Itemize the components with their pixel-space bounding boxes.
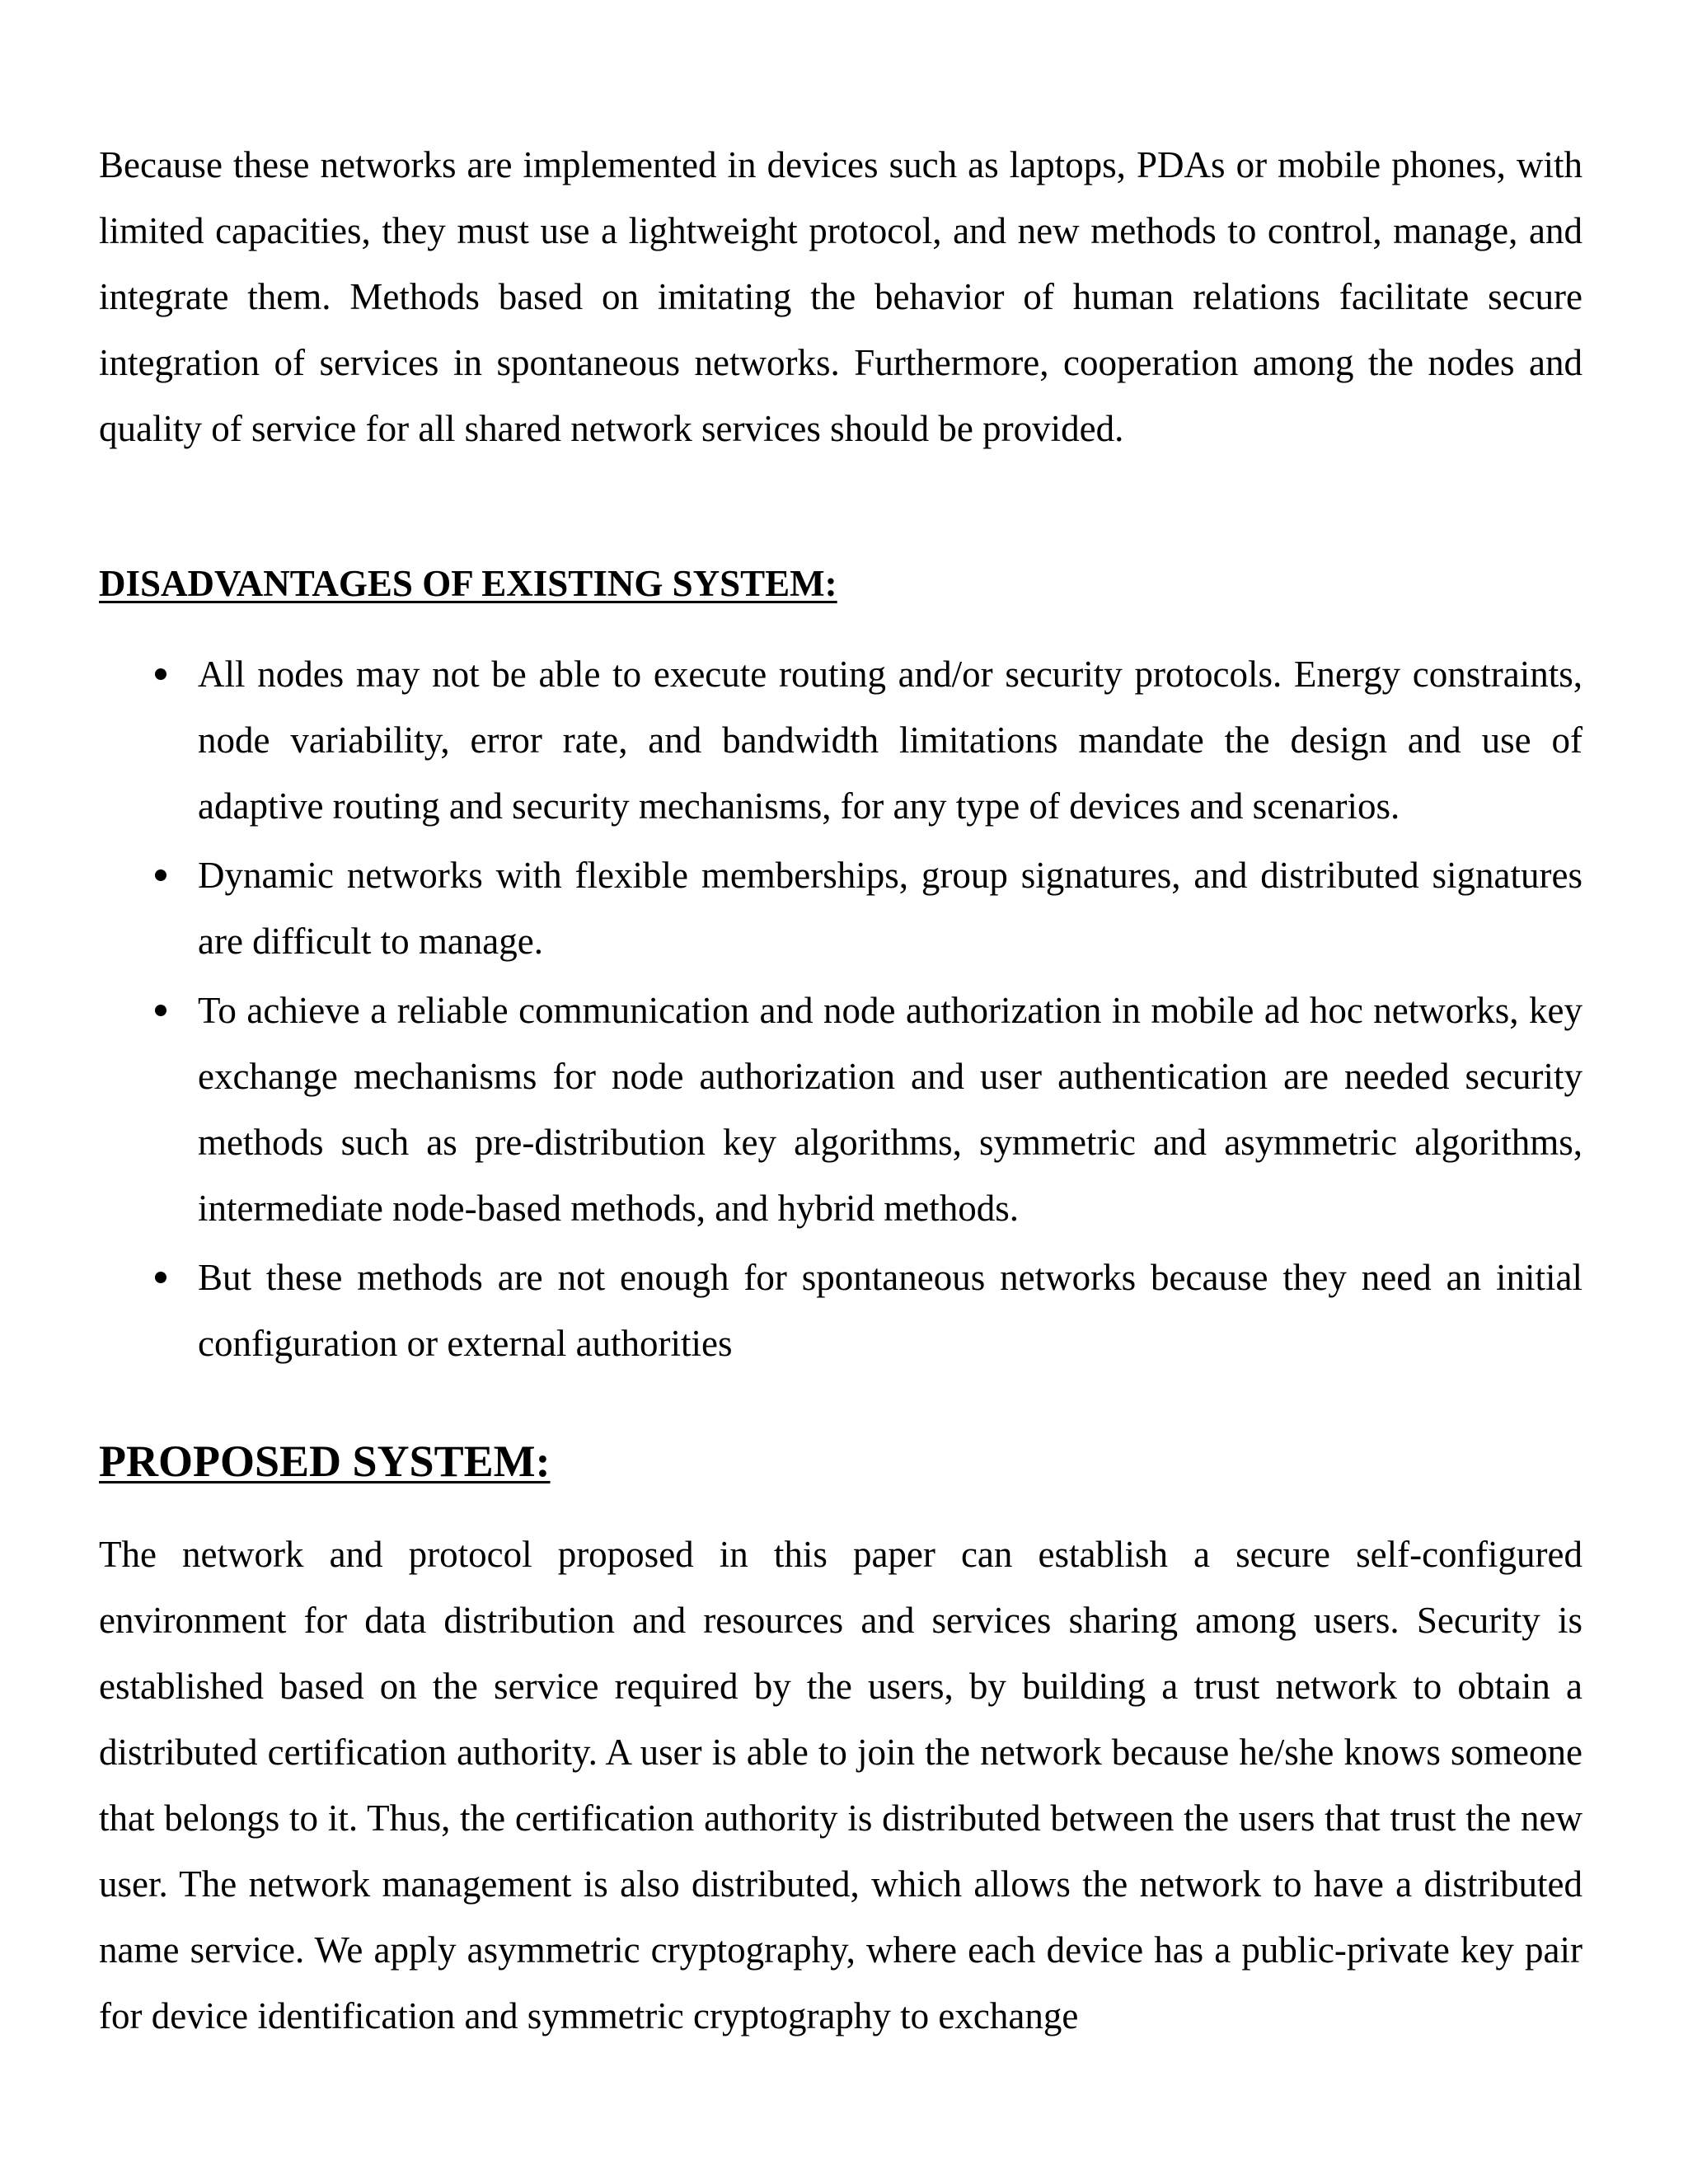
list-item-text: To achieve a reliable communication and node authorization in mobile ad hoc networks, key exchange mechanisms for node authorization and user authentication are needed security methods such as pre-distribution key algorithms, symmetric and asymmetric algorithms, intermediate node-based methods, and hybrid methods.: [198, 990, 1582, 1229]
list-item: [99, 977, 1582, 1241]
proposed-system-heading: PROPOSED SYSTEM:: [99, 1436, 551, 1486]
bullet-icon: [155, 668, 166, 680]
list-item-text: But these methods are not enough for spontaneous networks because they need an initial configuration or external authorities: [198, 1257, 1582, 1364]
proposed-paragraph: The network and protocol proposed in this paper can establish a secure self-configured environment for data distribution and resources and services sharing among users. Security is established based on the service required by the users, by building a trust network to obtain a distributed certification authority. A user is able to join the network because he/she knows someone that belongs to it. Thus, the certification authority is distributed between the users that trust the new user. The network management is also distributed, which allows the network to have a distributed name service. We apply asymmetric cryptography, where each device has a public-private key pair for device identification and symmetric cryptography to exchange: [99, 1534, 1582, 2036]
list-item-text: All nodes may not be able to execute routing and/or security protocols. Energy constraints, node variability, error rate, and bandwidth limitations mandate the design and use of adaptive routing and security mechanisms, for any type of devices and scenarios.: [198, 654, 1582, 827]
intro-paragraph: Because these networks are implemented in devices such as laptops, PDAs or mobile phones, with limited capacities, they must use a lightweight protocol, and new methods to control, manage, and integrate them. Methods based on imitating the behavior of human relations facilitate secure integration of services in spontaneous networks. Furthermore, cooperation among the nodes and quality of service for all shared network services should be provided.: [99, 144, 1582, 449]
list-item: [99, 1244, 1582, 1376]
bullet-icon: [155, 1005, 166, 1016]
list-item: [99, 842, 1582, 974]
bullet-icon: [155, 869, 166, 881]
disadvantages-list: [99, 641, 1582, 1376]
list-item-text: Dynamic networks with flexible memberships, group signatures, and distributed signatures are difficult to manage.: [198, 855, 1582, 962]
document-page: [99, 132, 1582, 2049]
disadvantages-heading: DISADVANTAGES OF EXISTING SYSTEM:: [99, 563, 837, 604]
list-item: [99, 641, 1582, 839]
bullet-icon: [155, 1272, 166, 1283]
